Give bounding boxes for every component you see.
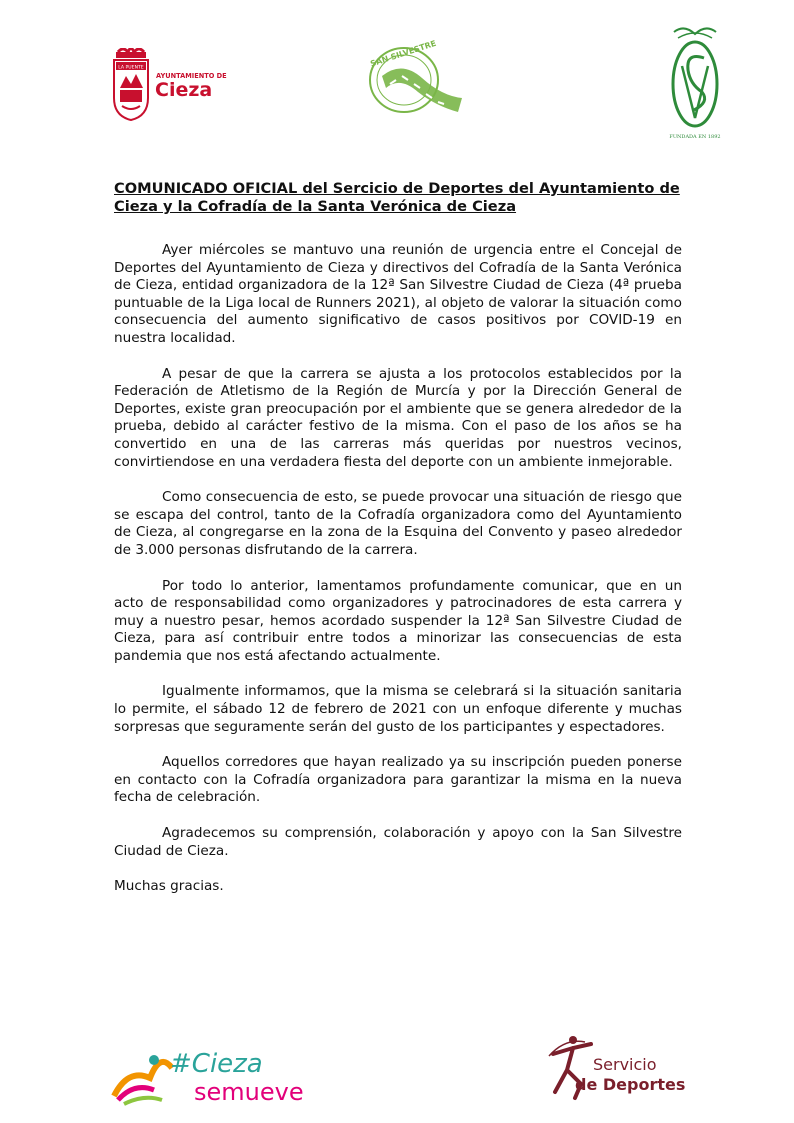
paragraph: Como consecuencia de esto, se puede provocar una situación de riesgo que se escapa del control, tanto de la Cofradía organizadora como del Ayuntamiento de Cieza, al congregarse en la zona de la Esquina del Convento y paseo alrededor de 3.000 personas disfrutando de la carrera. <box>114 489 682 558</box>
san-silvestre-logo <box>362 40 470 125</box>
de-deportes-text: de Deportes <box>575 1075 686 1094</box>
semueve-text: semueve <box>194 1078 304 1106</box>
closing-text: Muchas gracias. <box>114 878 224 895</box>
servicio-text: Servicio <box>593 1055 657 1074</box>
paragraph: Agradecemos su comprensión, colaboración y apoyo con la San Silvestre Ciudad de Cieza. <box>114 825 682 859</box>
servicio-de-deportes-logo <box>545 1032 690 1102</box>
paragraph: Aquellos corredores que hayan realizado ya su inscripción pueden ponerse en contacto con la Cofradía organizadora para garantizar la misma en la nueva fecha de celebración. <box>114 754 682 806</box>
paragraph: Ayer miércoles se mantuvo una reunión de urgencia entre el Concejal de Deportes del Ayuntamiento de Cieza y directivos del Cofradía de la Santa Verónica de Cieza, entidad organizadora de la 12ª San Silvestre Ciudad de Cieza (4ª prueba puntuable de la Liga local de Runners 2021), al objeto de valorar la situación como consecuencia del aumento significativo de casos positivos por COVID-19 en nuestra localidad. <box>114 242 682 346</box>
paragraph: A pesar de que la carrera se ajusta a los protocolos establecidos por la Federación de Atletismo de la Región de Murcía y por la Dirección General de Deportes, existe gran preocupación por el ambiente que se genera alrededor de la prueba, debido al carácter festivo de la misma. Con el paso de los años se ha convertido en una de las carreras más queridas por nuestros vecinos, convirtiendose en una verdadera fiesta del deporte con un ambiente inmejorable. <box>114 365 682 470</box>
cieza-hashtag-text: #Cieza <box>170 1049 263 1079</box>
paragraph: Por todo lo anterior, lamentamos profundamente comunicar, que en un acto de responsabilidad como organizadores y patrocinadores de esta carrera y muy a nuestro pesar, hemos acordado suspender la 12ª San Silvestre Ciudad de Cieza, para así contribuir entre todos a minorizar las consecuencias de esta pandemia que nos está afectando actualmente. <box>114 577 682 664</box>
ayuntamiento-de-cieza-logo <box>110 48 235 123</box>
cieza-label: Cieza <box>155 79 213 101</box>
cofradia-santa-veronica-logo <box>664 22 726 142</box>
document-body <box>114 180 682 896</box>
document-title: COMUNICADO OFICIAL del Sercicio de Deportes del Ayuntamiento de Cieza y la Cofradía de la Santa Verónica de Cieza <box>114 180 680 215</box>
san-silvestre-text: SAN SILVESTRE <box>369 40 438 69</box>
shield-text: LA PUENTE <box>118 65 144 71</box>
paragraph: Igualmente informamos, que la misma se celebrará si la situación sanitaria lo permite, el sábado 12 de febrero de 2021 con un enfoque diferente y muchas sorpresas que seguramente serán del gusto de los participantes y espectadores. <box>114 683 682 735</box>
cofradia-caption: FUNDADA EN 1892 <box>669 134 721 140</box>
cieza-se-mueve-logo <box>110 1038 335 1108</box>
ayuntamiento-label: AYUNTAMIENTO DE <box>156 72 227 80</box>
